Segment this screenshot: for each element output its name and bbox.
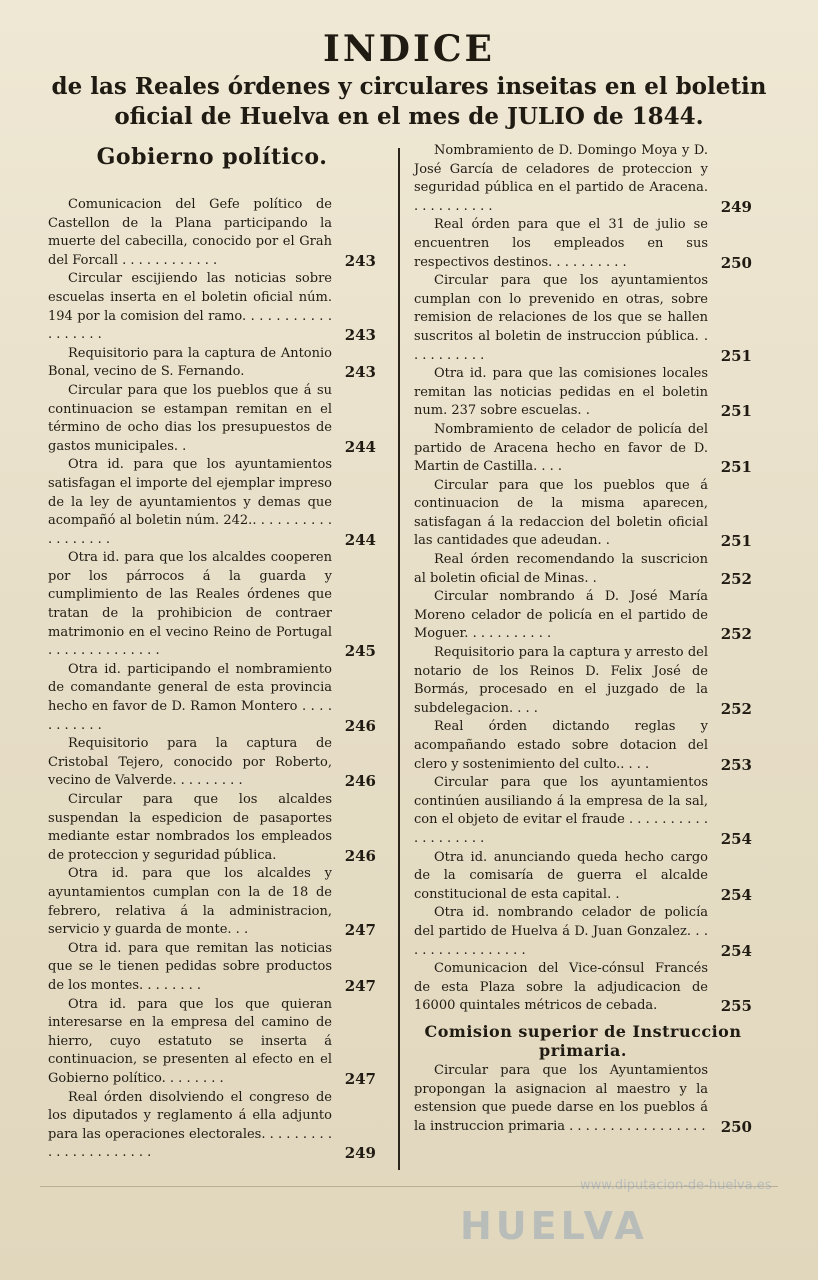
entry-text: Requisitorio para la captura de Cristobal Tejero, conocido por Roberto, vecino de Valverde. . . . . . . . . <box>48 736 332 789</box>
entry-text: Circular escijiendo las noticias sobre escuelas inserta en el boletin oficial núm. 194 por la comision del ramo. . . . . . . . . . . . . . . . . . <box>48 271 332 343</box>
index-entry <box>414 849 752 905</box>
entry-text: Circular para que los pueblos que á continuacion de la misma aparecen, satisfagan á la redaccion del boletin oficial las cantidades que adeudan. . <box>414 477 708 549</box>
index-entry <box>414 774 752 848</box>
left-entry-list <box>48 196 376 1163</box>
index-entry <box>414 551 752 588</box>
index-entry <box>414 644 752 718</box>
entry-page-number: 243 <box>344 251 376 270</box>
entry-page-number: 251 <box>720 532 752 551</box>
index-entry <box>414 718 752 774</box>
entry-text: Circular para que los ayuntamientos cumplan con lo prevenido en otras, sobre remision de relaciones de los que se hallen suscritos al boletin de instruccion pública. . . . . . . . . . . <box>414 273 708 363</box>
entry-text: Otra id. para que los que quieran interesarse en la empresa del camino de hierro, cuyo estatuto se inserta á continuacion, se presenten al efecto en el Gobierno político. . . . . . . . <box>48 996 332 1086</box>
entry-text: Requisitorio para la captura de Antonio Bonal, vecino de S. Fernando. <box>48 345 332 380</box>
entry-page-number: 245 <box>344 642 376 661</box>
entry-text: Real órden para que el 31 de julio se encuentren los empleados en sus respectivos destinos. . . . . . . . . . <box>414 217 708 270</box>
index-entry <box>414 272 752 365</box>
entry-page-number: 247 <box>344 976 376 995</box>
index-entry <box>414 904 752 960</box>
entry-page-number: 254 <box>720 829 752 848</box>
entry-page-number: 251 <box>720 458 752 477</box>
section-title-instruccion: Comision superior de Instruccion primaria. <box>424 1021 742 1060</box>
left-column <box>48 144 376 1163</box>
entry-page-number: 246 <box>344 716 376 735</box>
entry-page-number: 254 <box>720 941 752 960</box>
index-entry <box>48 661 376 735</box>
watermark <box>420 1176 780 1260</box>
entry-text: Otra id. para que los ayuntamientos satisfagan el importe del ejemplar impreso de la ley de ayuntamientos y demas que acompañó al boletin núm. 242.. . . . . . . . . . . . . . . . . . <box>48 457 332 547</box>
entry-page-number: 246 <box>344 846 376 865</box>
entry-page-number: 252 <box>720 699 752 718</box>
column-divider <box>398 148 400 1170</box>
index-entry <box>48 1089 376 1163</box>
entry-text: Nombramiento de D. Domingo Moya y D. José García de celadores de proteccion y seguridad pública en el partido de Aracena. . . . . . . . . . . <box>414 143 708 214</box>
entry-text: Real órden recomendando la suscricion al boletin oficial de Minas. . <box>414 552 708 586</box>
index-entry <box>48 735 376 791</box>
entry-text: Otra id. anunciando queda hecho cargo de la comisaría de guerra el alcalde constitucional de esta capital. . <box>414 849 708 902</box>
index-entry <box>48 345 376 382</box>
index-entry <box>48 791 376 865</box>
entry-text: Comunicacion del Vice-cónsul Francés de esta Plaza sobre la adjudicacion de 16000 quintales métricos de cebada. <box>414 961 708 1014</box>
index-entry <box>414 588 752 644</box>
right-entry-list <box>414 142 752 1016</box>
entry-text: Circular para que los alcaldes suspendan la espedicion de pasaportes mediante estar nombrados los empleados de proteccion y seguridad pública. <box>48 792 332 863</box>
entry-text: Otra id. para que las comisiones locales remitan las noticias pedidas en el boletin num. 237 sobre escuelas. . <box>414 366 708 419</box>
index-entry <box>48 456 376 549</box>
index-entry <box>414 960 752 1016</box>
entry-page-number: 249 <box>344 1144 376 1163</box>
entry-page-number: 244 <box>344 437 376 456</box>
entry-page-number: 247 <box>344 1069 376 1088</box>
entry-page-number: 247 <box>344 921 376 940</box>
entry-page-number: 250 <box>720 1117 752 1136</box>
entry-page-number: 252 <box>720 625 752 644</box>
entry-text: Requisitorio para la captura y arresto del notario de los Reinos D. Felix José de Bormás, procesado en el juzgado de la subdelegacion. . . . <box>414 645 708 716</box>
page-title: INDICE <box>323 28 495 70</box>
entry-page-number: 246 <box>344 772 376 791</box>
entry-text: Otra id. para que los alcaldes y ayuntamientos cumplan con la de 18 de febrero, relativa á la administracion, servicio y guarda de monte. . . <box>48 866 332 938</box>
entry-page-number: 251 <box>720 346 752 365</box>
entry-text: Circular para que los pueblos que á su continuacion se estampan remitan en el término de ocho dias los presupuestos de gastos municipales. . <box>48 382 332 454</box>
watermark-url: www.diputacion-de-huelva.es <box>580 1178 772 1193</box>
index-entry <box>414 421 752 477</box>
entry-page-number: 254 <box>720 885 752 904</box>
entry-text: Circular para que los ayuntamientos continúen ausiliando á la empresa de la sal, con el objeto de evitar el fraude . . . . . . . . . . . . . . . . . . . <box>414 775 708 846</box>
entry-page-number: 250 <box>720 253 752 272</box>
entry-page-number: 249 <box>720 197 752 216</box>
entry-page-number: 251 <box>720 402 752 421</box>
entry-page-number: 253 <box>720 755 752 774</box>
index-entry <box>48 996 376 1089</box>
index-entry <box>414 142 752 216</box>
section-title-gobierno: Gobierno político. <box>96 144 328 170</box>
index-entry <box>414 216 752 272</box>
page-subtitle: de las Reales órdenes y circulares inseitas en el boletin oficial de Huelva en el mes de JULIO de 1844. <box>51 73 767 130</box>
index-entry <box>414 477 752 551</box>
entry-page-number: 243 <box>344 326 376 345</box>
entry-page-number: 243 <box>344 363 376 382</box>
entry-text: Otra id. para que remitan las noticias que se le tienen pedidas sobre productos de los montes. . . . . . . . <box>48 940 332 993</box>
entry-text: Otra id. para que los alcaldes cooperen por los párrocos á la guarda y cumplimiento de las Reales órdenes que tratan de la prohibicion de contraer matrimonio en el vecino Reino de Portugal . . . . . . . . . . . . . . <box>48 550 332 659</box>
entry-page-number: 255 <box>720 997 752 1016</box>
index-entry <box>414 365 752 421</box>
index-entry <box>48 549 376 661</box>
index-entry <box>48 196 376 270</box>
watermark-logo-text: HUELVA <box>460 1204 648 1248</box>
entry-text: Circular nombrando á D. José María Moreno celador de policía en el partido de Moguer. . . . . . . . . . . <box>414 589 708 642</box>
index-entry <box>48 940 376 996</box>
entry-text: Circular para que los Ayuntamientos propongan la asignacion al maestro y la estension que puede darse en los pueblos á la instruccion primaria . . . . . . . . . . . . . . . . . <box>414 1062 708 1134</box>
entry-text: Nombramiento de celador de policía del partido de Aracena hecho en favor de D. Martin de Castilla. . . . <box>414 421 708 475</box>
instruccion-entry-list <box>414 1062 752 1136</box>
index-entry <box>48 382 376 456</box>
entry-text: Real órden disolviendo el congreso de los diputados y reglamento á ella adjunto para las operaciones electorales. . . . . . . . . . . . . . . . . . . . . . <box>48 1089 332 1161</box>
entry-text: Otra id. nombrando celador de policía del partido de Huelva á D. Juan Gonzalez. . . . . . . . . . . . . . . . . <box>414 905 708 958</box>
entry-text: Otra id. participando el nombramiento de comandante general de esta provincia hecho en favor de D. Ramon Montero . . . . . . . . . . . <box>48 661 332 733</box>
entry-page-number: 244 <box>344 530 376 549</box>
entry-page-number: 252 <box>720 569 752 588</box>
index-entry <box>414 1062 752 1136</box>
entry-text: Comunicacion del Gefe político de Castellon de la Plana participando la muerte del cabecilla, conocido por el Grah del Forcall . . . . . . . . . . . . <box>48 197 332 268</box>
right-column <box>414 142 752 1136</box>
entry-text: Real órden dictando reglas y acompañando estado sobre dotacion del clero y sostenimiento del culto.. . . . <box>414 719 708 772</box>
index-entry <box>48 865 376 939</box>
index-entry <box>48 270 376 344</box>
